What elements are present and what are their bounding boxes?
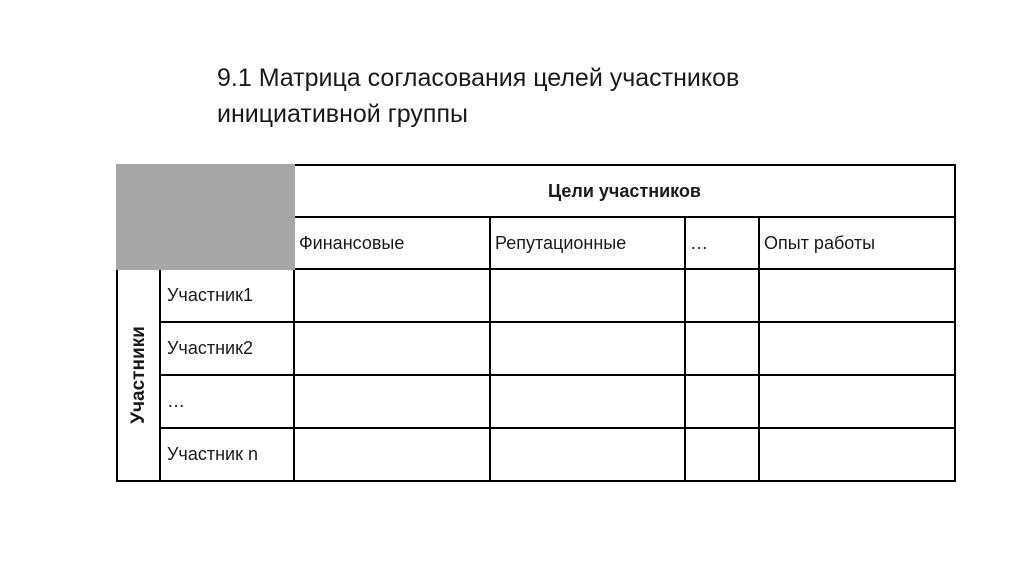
goals-header: Цели участников (294, 165, 955, 217)
matrix-cell (759, 428, 955, 481)
title-line-2: инициативной группы (217, 100, 468, 128)
matrix-cell (490, 375, 685, 428)
participant-row-label: Участник2 (160, 322, 294, 375)
participants-header: Участники (127, 326, 149, 424)
matrix-cell (685, 375, 759, 428)
matrix-cell (685, 322, 759, 375)
goal-column-financial: Финансовые (294, 217, 490, 269)
participant-row-label: Участник n (160, 428, 294, 481)
matrix-cell (294, 428, 490, 481)
table-row (117, 375, 955, 428)
participant-row-label: Участник1 (160, 269, 294, 322)
participant-row-label: … (160, 375, 294, 428)
corner-cell (117, 165, 294, 269)
table-row (117, 428, 955, 481)
matrix-cell (490, 322, 685, 375)
matrix-cell (759, 322, 955, 375)
participants-header-cell (117, 269, 160, 481)
matrix-cell (490, 269, 685, 322)
matrix-cell (685, 269, 759, 322)
matrix-cell (759, 375, 955, 428)
table-row (117, 322, 955, 375)
title-line-1: 9.1 Матрица согласования целей участников (217, 64, 740, 92)
matrix-cell (294, 269, 490, 322)
goal-column-work-experience: Опыт работы (759, 217, 955, 269)
matrix-cell (294, 375, 490, 428)
goals-matrix-table (116, 164, 956, 482)
table-row (117, 269, 955, 322)
slide-title (217, 60, 917, 132)
goal-column-reputational: Репутационные (490, 217, 685, 269)
goal-column-ellipsis: … (685, 217, 759, 269)
matrix-cell (685, 428, 759, 481)
matrix-cell (490, 428, 685, 481)
matrix-cell (759, 269, 955, 322)
matrix-cell (294, 322, 490, 375)
